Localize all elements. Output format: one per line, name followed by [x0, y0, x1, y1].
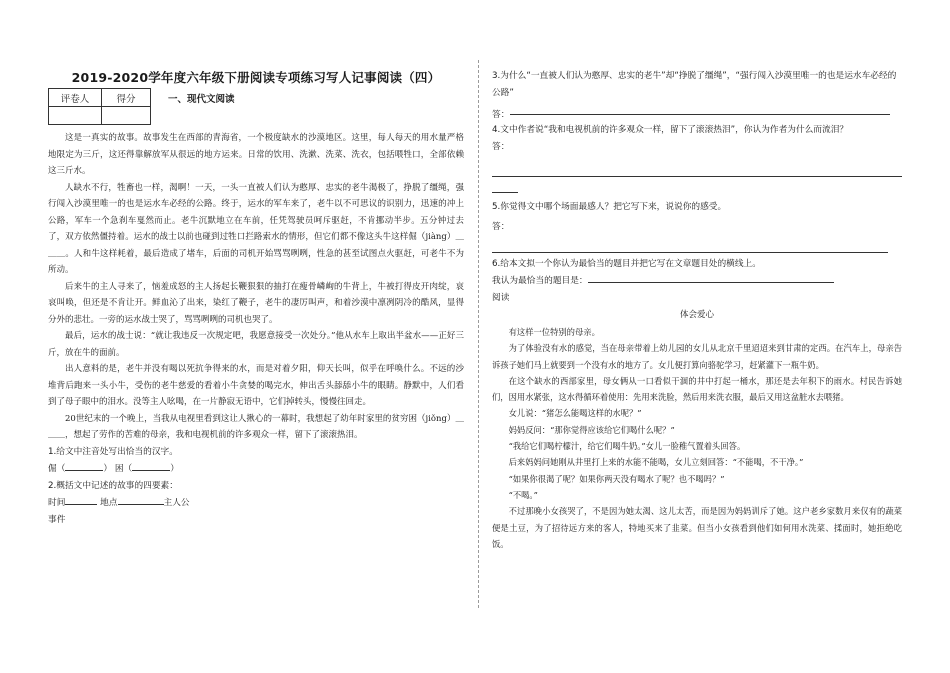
q1-label-jue: 倔（ [48, 463, 66, 474]
section-heading: 一、现代文阅读 [168, 94, 235, 105]
passage-paragraph-1: 这是一真实的故事。故事发生在西部的青海省，一个极度缺水的沙漠地区。这里，每人每天的用水量严格地限定为三斤，这还得靠解放军从很远的地方运来。日常的饮用、洗漱、洗菜、洗衣，包括喂牲口，全部依赖这三斤水。 [48, 133, 464, 176]
score-header: 得分 [102, 89, 151, 107]
story-paragraph-8: “如果你很渴了呢？如果你两天没有喝水了呢？也不喝吗？” [508, 473, 725, 484]
q2-time-label: 时间 [48, 497, 66, 508]
story-paragraph-5: 妈妈反问：“那你觉得应该给它们喝什么呢？” [508, 424, 675, 435]
score-cell[interactable] [102, 107, 151, 125]
q2-person-label: 主人公 [163, 497, 190, 508]
q3-answer-row [492, 102, 902, 119]
question-1-blanks [48, 461, 464, 478]
story-paragraph-7: 后来妈妈问她刚从井里打上来的水能不能喝，女儿立刻回答：“不能喝，不干净。” [508, 457, 804, 468]
question-2: 2.概括文中记述的故事的四要素： [48, 480, 178, 491]
story-paragraph-2: 为了体验没有水的感觉，当在母亲带着上幼儿园的女儿从北京千里迢迢来到甘肃的定西。在汽车上，母亲告诉孩子她们马上就要到一个没有水的地方了。女儿便打算向骆驼学习，赶紧灌下一瓶牛奶。 [492, 343, 902, 370]
story-paragraph-1: 有这样一位特别的母亲。 [508, 327, 600, 337]
q6-answer-label: 我认为最恰当的题目是： [492, 276, 588, 286]
q6-answer-blank[interactable] [588, 282, 834, 283]
q1-blank-jue[interactable] [65, 470, 103, 471]
question-2-blanks [48, 495, 464, 512]
passage-paragraph-6: 20世纪末的一个晚上，当我从电视里看到这让人揪心的一幕时，我想起了幼年时家里的贫穷困（jiǒng）＿＿＿，想起了劳作的苦难的母亲，我和电视机前的许多观众一样，留下了滚滚热泪。 [48, 413, 464, 440]
left-column [48, 68, 464, 529]
q6-answer-row [492, 273, 902, 290]
passage-paragraph-2: 人缺水不行，牲畜也一样，渴啊！一天，一头一直被人们认为憨厚、忠实的老牛渴极了，挣脱了缰绳，强行闯入沙漠里唯一的也是运水车必经的公路。终于，运水的军车来了，老牛以不可思议的识别力，迅速的冲上公路，军车一个急刹车戛然而止。老牛沉默地立在车前，任凭驾驶员呵斥驱赶，不肯挪动半步。五分钟过去了，双方依然僵持着。运水的战士以前也碰到过牲口拦路索水的情形，但它们都不像这头牛这样倔（jiàng）＿＿＿。人和牛这样耗着，最后造成了堵车，后面的司机开始骂骂咧咧，性急的甚至试图点火驱赶，可老牛不为所动。 [48, 182, 464, 275]
q4-answer-line-1[interactable] [492, 162, 902, 177]
story-paragraph-10: 不过那晚小女孩哭了，不是因为她太渴、这儿太苦，而是因为妈妈训斥了她。这户老乡家数月来仅有的蔬菜便是土豆，为了招待远方来的客人，特地买来了韭菜。但当小女孩看到他们如何用水洗菜、揉面时，她拒绝吃饭。 [492, 506, 902, 549]
grader-header: 评卷人 [49, 89, 102, 107]
story-paragraph-3: 在这个缺水的西部家里，母女俩从一口看似干涸的井中打起一桶水，那还是去年积下的雨水。村民告诉她们，因用水紧张，这水得循环着使用：先用来洗脸，然后用来洗衣服，最后又用这盆脏水去喂猪。 [492, 375, 902, 403]
story-paragraph-9: “不喝。” [508, 489, 538, 500]
q4-answer-label: 答： [492, 142, 510, 152]
passage-paragraph-5: 出人意料的是，老牛并没有喝以死抗争得来的水，而是对着夕阳，仰天长叫，似乎在呼唤什么。不远的沙堆背后跑来一头小牛，受伤的老牛慈爱的看着小牛贪婪的喝完水，伸出舌头舔舔小牛的眼睛。静默中，人们看到了母子眼中的泪水。没等主人吆喝，在一片静寂无语中，它们掉转头，慢慢往回走。 [48, 364, 464, 407]
question-6: 6.给本文拟一个你认为最恰当的题目并把它写在文章题目处的横线上。 [492, 259, 761, 269]
q2-time-blank[interactable] [65, 504, 97, 505]
q2-place-label: 地点 [97, 497, 118, 508]
q1-label-kun: ） 困（ [103, 463, 133, 474]
right-column [492, 68, 902, 552]
story-paragraph-4: 女儿说：“猪怎么能喝这样的水呢？” [508, 408, 642, 419]
page-title: 2019-2020学年度六年级下册阅读专项练习写人记事阅读（四） [71, 70, 441, 85]
q4-answer-line-2[interactable] [492, 180, 518, 193]
q1-close-paren: ） [170, 463, 179, 474]
grader-cell[interactable] [49, 107, 102, 125]
passage-paragraph-4: 最后，运水的战士说：“就让我违反一次规定吧，我愿意接受一次处分。”他从水车上取出半盆水——正好三斤，放在牛的面前。 [48, 331, 464, 358]
story-paragraph-6: “我给它们喝柠檬汁，给它们喝牛奶。”女儿一脸稚气置着头回答。 [508, 441, 746, 452]
passage-paragraph-3: 后来牛的主人寻来了，恼羞成怒的主人扬起长鞭狠狠的抽打在瘦骨嶙峋的牛背上，牛被打得皮开肉绽，哀哀叫唤，但还是不肯让开。鲜血沁了出来，染红了鞭子，老牛的凄厉叫声，和着沙漠中凛冽阴冷的酷风，显得分外的悲壮。一旁的运水战士哭了，骂骂咧咧的司机也哭了。 [48, 281, 464, 325]
reading-label: 阅读 [492, 293, 510, 303]
q5-answer-line[interactable] [492, 238, 888, 253]
question-5: 5.你觉得文中哪个场面最感人？把它写下来，说说你的感受。 [492, 202, 727, 212]
q2-event-label: 事件 [48, 514, 66, 525]
question-4: 4.文中作者说“我和电视机前的许多观众一样，留下了滚滚热泪”，你认为作者为什么而流泪？ [492, 125, 849, 135]
story-title: 体会爱心 [679, 310, 714, 320]
question-3: 3.为什么“一直被人们认为憨厚、忠实的老牛”却“挣脱了缰绳”，“强行闯入沙漠里唯一的也是运水车必经的公路” [492, 71, 897, 98]
column-divider [478, 60, 479, 608]
score-area [48, 88, 464, 130]
q1-blank-kun[interactable] [132, 470, 170, 471]
question-1: 1.给文中注音处写出恰当的汉字。 [48, 446, 178, 457]
q3-answer-line[interactable] [510, 114, 890, 115]
q2-place-blank[interactable] [118, 504, 164, 505]
q3-answer-label: 答： [492, 110, 510, 120]
q5-answer-label: 答： [492, 222, 510, 232]
score-table [48, 88, 151, 125]
